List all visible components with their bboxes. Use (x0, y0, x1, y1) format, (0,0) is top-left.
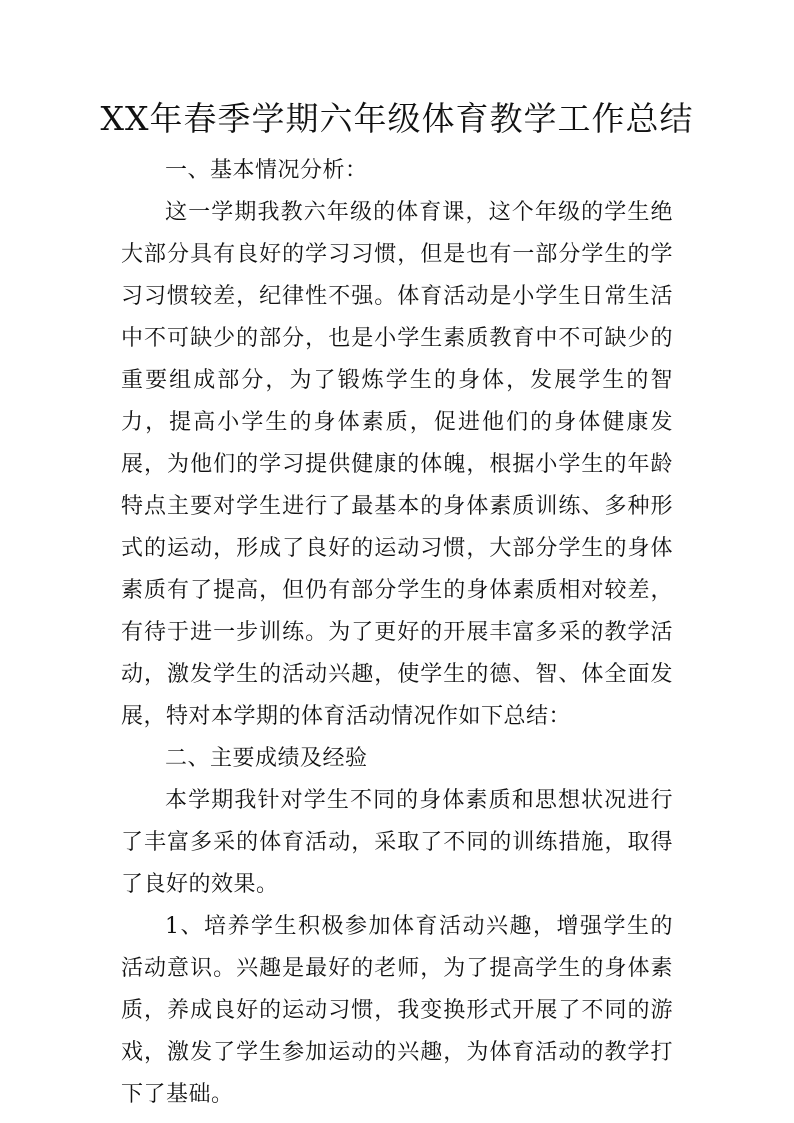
body-paragraph-achievements: 本学期我针对学生不同的身体素质和思想状况进行了丰富多采的体育活动，采取了不同的训练措施，取得了良好的效果。 (121, 788, 673, 897)
document-body (121, 150, 673, 1116)
section-heading-basic-situation: 一、基本情况分析： (165, 158, 368, 183)
body-paragraph-situation: 这一学期我教六年级的体育课，这个年级的学生绝大部分具有良好的学习习惯，但是也有一部分学生的学习习惯较差，纪律性不强。体育活动是小学生日常生活中不可缺少的部分，也是小学生素质教育中不可缺少的重要组成部分，为了锻炼学生的身体，发展学生的智力，提高小学生的身体素质，促进他们的身体健康发展，为他们的学习提供健康的体魄，根据小学生的年龄特点主要对学生进行了最基本的身体素质训练、多种形式的运动，形成了良好的运动习惯，大部分学生的身体素质有了提高，但仍有部分学生的身体素质相对较差，有待于进一步训练。为了更好的开展丰富多采的教学活动，激发学生的活动兴趣，使学生的德、智、体全面发展，特对本学期的体育活动情况作如下总结： (121, 200, 673, 729)
section-heading-achievements: 二、主要成绩及经验 (165, 746, 368, 771)
document-title: XX年春季学期六年级体育教学工作总结 (100, 99, 694, 138)
body-paragraph-point-1: 1、培养学生积极参加体育活动兴趣，增强学生的活动意识。兴趣是最好的老师，为了提高学生的身体素质，养成良好的运动习惯，我变换形式开展了不同的游戏，激发了学生参加运动的兴趣，为体育活动的教学打下了基础。 (121, 914, 673, 1107)
